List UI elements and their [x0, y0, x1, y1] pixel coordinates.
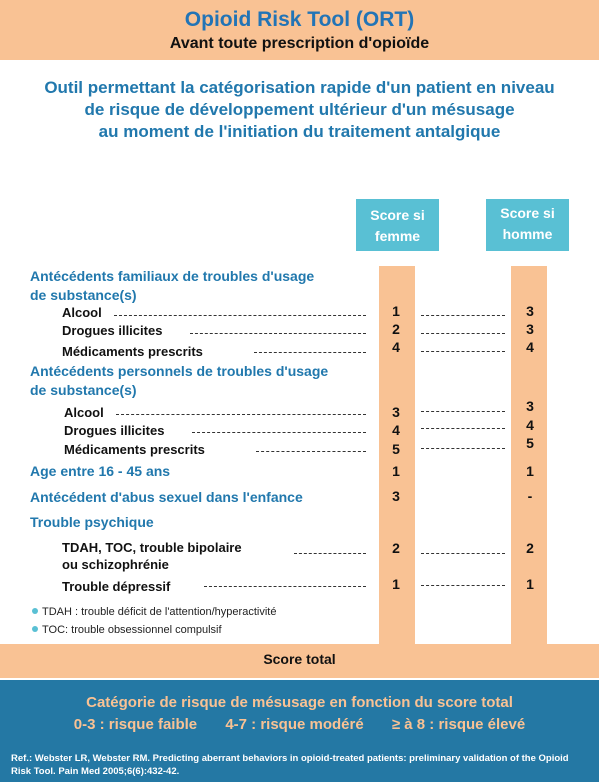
- page-subtitle: Avant toute prescription d'opioïde: [169, 35, 430, 52]
- item-personal-alcohol: Alcool: [64, 405, 104, 420]
- score-female-personal-meds: 5: [392, 441, 400, 457]
- leader-line: [190, 333, 366, 334]
- column-header-male: [486, 199, 569, 251]
- score-male-family-meds: 4: [526, 339, 534, 355]
- leader-line: [114, 315, 366, 316]
- column-header-female: [356, 199, 439, 251]
- section-psych: Trouble psychique: [30, 514, 154, 530]
- score-female-family-alcohol: 1: [392, 303, 400, 319]
- intro-line-1: Outil permettant la catégorisation rapide d'un patient en niveau: [44, 78, 555, 97]
- bullet-dot-icon: [32, 608, 38, 614]
- item-personal-meds: Médicaments prescrits: [64, 442, 205, 457]
- leader-line: [254, 352, 366, 353]
- section-personal-line-2: de substance(s): [30, 382, 137, 398]
- leader-line: [421, 351, 505, 352]
- item-psych-adhd-line-1: TDAH, TOC, trouble bipolaire: [62, 540, 242, 555]
- leader-line: [421, 333, 505, 334]
- item-family-drugs: Drogues illicites: [62, 323, 163, 338]
- reference-text: Ref.: Webster LR, Webster RM. Predicting aberrant behaviors in opioid-treated patients: preliminary validation of the Opioid Risk Tool. Pain Med 2005;6(6):432-42.: [11, 753, 569, 777]
- leader-line: [421, 411, 505, 412]
- score-female-family-drugs: 2: [392, 321, 400, 337]
- score-male-age: 1: [526, 463, 534, 479]
- section-family-line-1: Antécédents familiaux de troubles d'usage: [30, 268, 315, 284]
- item-psych-depression: Trouble dépressif: [62, 579, 171, 594]
- section-abuse: Antécédent d'abus sexuel dans l'enfance: [30, 489, 303, 505]
- intro-line-3: au moment de l'initiation du traitement antalgique: [98, 122, 501, 141]
- intro-line-2: de risque de développement ultérieur d'un mésusage: [84, 100, 515, 119]
- leader-line: [294, 553, 366, 554]
- note-adhd-text: TDAH : trouble déficit de l'attention/hyperactivité: [42, 606, 277, 618]
- score-female-abuse: 3: [392, 488, 400, 504]
- leader-line: [204, 586, 366, 587]
- section-personal-history: [30, 362, 328, 400]
- category-high: ≥ à 8 : risque élevé: [391, 716, 526, 733]
- score-male-psych-adhd: 2: [526, 540, 534, 556]
- score-male-personal-alcohol: 3: [526, 398, 534, 414]
- section-personal-line-1: Antécédents personnels de troubles d'usage: [30, 363, 329, 379]
- score-male-personal-drugs: 4: [526, 417, 534, 433]
- note-adhd: [32, 606, 276, 618]
- score-female-psych-depression: 1: [392, 576, 400, 592]
- score-male-family-drugs: 3: [526, 321, 534, 337]
- section-age: Age entre 16 - 45 ans: [30, 463, 171, 479]
- category-levels: [0, 716, 599, 733]
- leader-line: [421, 448, 505, 449]
- section-family-line-2: de substance(s): [30, 287, 137, 303]
- total-score-label: Score total: [263, 651, 336, 667]
- score-female-psych-adhd: 2: [392, 540, 400, 556]
- column-header-female-line-2: femme: [374, 228, 421, 244]
- score-male-abuse: -: [527, 488, 533, 504]
- column-header-male-line-2: homme: [502, 226, 553, 242]
- category-moderate: 4-7 : risque modéré: [225, 716, 364, 733]
- score-female-personal-drugs: 4: [392, 422, 400, 438]
- item-family-meds: Médicaments prescrits: [62, 344, 203, 359]
- note-ocd: [32, 624, 222, 636]
- column-header-male-line-1: Score si: [500, 205, 555, 221]
- item-psych-adhd: [62, 539, 242, 573]
- item-personal-drugs: Drogues illicites: [64, 423, 165, 438]
- score-female-family-meds: 4: [392, 339, 400, 355]
- leader-line: [116, 414, 366, 415]
- note-ocd-text: TOC: trouble obsessionnel compulsif: [42, 624, 222, 636]
- score-female-personal-alcohol: 3: [392, 404, 400, 420]
- leader-line: [192, 432, 366, 433]
- leader-line: [421, 428, 505, 429]
- leader-line: [421, 553, 505, 554]
- score-male-personal-meds: 5: [526, 435, 534, 451]
- leader-line: [421, 585, 505, 586]
- category-title: Catégorie de risque de mésusage en fonction du score total: [86, 694, 513, 711]
- leader-line: [256, 451, 366, 452]
- leader-line: [421, 315, 505, 316]
- score-female-age: 1: [392, 463, 400, 479]
- page-title: Opioid Risk Tool (ORT): [184, 8, 415, 31]
- score-male-psych-depression: 1: [526, 576, 534, 592]
- category-low: 0-3 : risque faible: [73, 716, 198, 733]
- column-header-female-line-1: Score si: [370, 207, 425, 223]
- bullet-dot-icon: [32, 626, 38, 632]
- item-psych-adhd-line-2: ou schizophrénie: [62, 557, 169, 572]
- section-family-history: [30, 267, 314, 305]
- score-male-family-alcohol: 3: [526, 303, 534, 319]
- item-family-alcohol: Alcool: [62, 305, 102, 320]
